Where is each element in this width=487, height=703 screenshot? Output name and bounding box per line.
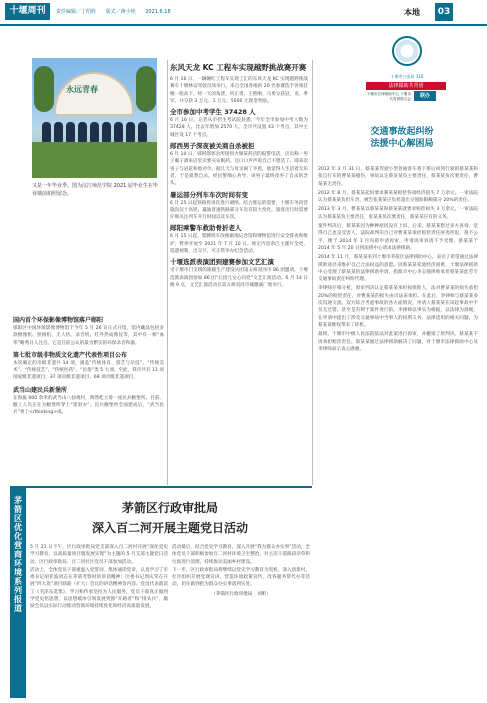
article-body: 最终，十堰市中级人民法院依法对此案进行再审，并撤销了原判决，蔡某某不再承担赔偿责任。蔡某某通过法律援助解决了问题，对十堰市法律援助中心及李律师表示衷心感谢。	[318, 332, 478, 352]
column-divider	[312, 60, 313, 485]
headline-line-1: 交通事故起纠纷	[370, 127, 434, 137]
middle-column	[170, 62, 308, 289]
graduation-photo	[32, 58, 157, 178]
lower-headline-1: 茅箭区行政审批局	[121, 501, 218, 515]
article-body: 李律师仔细分析，原审判决认定蔡某某承担按保险人，法对曹某某的损失承担 20%的赔偿责任，对曹某某的损失由司法来承担。在此后，李律师与蔡某某多次沟通交流。双方综合考虑事故的各方面情况，申请人蔡某某在该起事故中不仅无过错，甚至是有利于案件进行的。李律师以事实为根据，以法律为准绳，在申请中提出了涉及交通事故中当事人的权利义务、法律适用的相关问题，为蔡某某维权带来了转机。	[318, 286, 478, 328]
article-body: 6 月 15 日起，鄂腾铁车改根据地记念馆和博物馆进行安全排查和维护，暂停开放至 2021 年 7 月 10 日。规定内容余巴主题片全更，巡逻视频，出交开，可正常举办纪念活动。	[170, 234, 308, 255]
header-meta	[56, 8, 179, 15]
article-body: 2014 年 11 月，蔡某某来到十堰市茅箭区法律援助中心，表达了希望通过法律援助途径来维护自己合法权益的意愿。因蔡某某家庭经济困难，十堰法律援助中心受理了蔡某某的法律援助申请，指派市中心李志强律师承担蔡某某此劳专交通事故责任纠纷代理。	[318, 255, 478, 283]
article-body: 下一步，区行政审批局将继续以党史学习教育为契机，深入创新村、社区组织开展党课宣讲，营造环境政策宣传，改各服务帮代办等活动，切实做到把为群众办实事落到实处。	[172, 567, 310, 588]
masthead-badge: 十堰周刊	[5, 3, 50, 20]
article-heading: 郧西男子深夜被关商自杀被拒	[170, 142, 255, 151]
article-body: 本次确定的市级非遗共 14 项，涵盖“传统体育、游艺与杂技”、“传统美术”、“传统技艺”、“传统医药”、“民俗”类 5 大项。至此，我市共有 11 项国家级非遗项目、37 项省级非遗项目、68 项市级非遗项目。	[13, 360, 164, 381]
article-body: 活动最后，结合党史学习教育，深入开展“我为群众办实事”活动，全体党员干部积极参加百二河村环境卫生整治，对主次干道路段杂草和垃圾进行清理，持续推动美丽乡村建设。	[172, 545, 310, 565]
designer-credit: 版式／蒋小艳	[105, 9, 136, 15]
article-body: 2013 年 3 月，曹某某以蔡某某和蔡某某就要求赔偿损失 3 万余元，一审法院认为蔡某某负主要责任，张某某负次要责任，蔡某某应有的义务。	[318, 207, 478, 220]
students-group	[38, 118, 150, 142]
article-heading: 暑运部分列车车次时间有变	[170, 190, 248, 199]
article-heading: 十堰选派表演团到建赛参加文艺汇演	[170, 258, 274, 267]
joint-label: 联办	[414, 91, 436, 101]
series-label: 茅箭区优化营商环境系列报道	[14, 496, 22, 613]
section-divider	[10, 486, 312, 488]
wall-lettering: 永远青春	[66, 85, 98, 94]
article-heading: 郧阳乘警车救助骨折老人	[170, 224, 242, 233]
right-column	[318, 166, 478, 355]
article-heading: 全市参加中考学生 37428 人	[170, 108, 256, 117]
lower-column-left	[30, 544, 168, 612]
lawn	[32, 142, 157, 178]
photo-caption: 又是一年毕业季。图为汉江师范学院 2021 届毕业生在毕业墙前拍照留念。	[32, 183, 158, 197]
article-body: 案件判决后，蔡某某因为种种原因没有上诉。后来，蔡某某想过多方查询，觉得自己也是受害人，法院却判决自己对曹某某承担赔偿责任匪夷所思，很不公平，便于 2014 年 1 月向郧申请再审，申请再审诉请不予受理，蔡某某于 2014 年 5 月 20 日到法援中心请求法律援助。	[318, 224, 478, 251]
logo-caption: 十堰市公安局 110	[390, 74, 424, 79]
issue-date: 2021.6.18	[145, 9, 171, 15]
article-heading: 第七批市级非物质文化遗产代表性项目公布	[13, 351, 128, 359]
article-body: 在海拔 900 余米的武当山八仙观村，舆然屹立着一座民兵敝堡所。目前，敝工人员正在为敝堡所穿上“迷彩衣”。民兵敝堡所全面建成后，“武当民兵”将上</thinking>岗。	[13, 395, 164, 416]
article-body: 5 月 21 日下午，区行政审批局党支部深入百二河村开展“深化党史学习教育，以高质量项目服发展实现”为主题的 5 月支部主题党日活动。区行政审批局、百二河社区党员干部参加活动。	[30, 545, 168, 565]
page-number: 03	[435, 3, 453, 21]
article-heading: 国内首个环保影像博物馆落户郧阳	[13, 317, 104, 324]
page-header	[0, 0, 487, 26]
section-name: 本地	[404, 8, 420, 17]
logo-subtext: 十堰市法律援助中心 十堰市共青团联合会	[366, 92, 411, 101]
tree-shape	[136, 66, 156, 112]
article-body: 6 月 16 日，记者从市招生考试院获悉，今年全市参加中考人数为 37428 人，比去年增加 2570 人，全市共设置 43 个考点，其中主城区设 17 个考点。	[170, 118, 308, 138]
article-body: 郧阳区中国环保影像博物馆于今年 5 月 26 日正式开馆，馆内藏品包括多款摄像机、照相机、无人机、录音机、红外热成像仪等，其中有一相“血筚”略秀日人注目。它是目前公认的最为繁实的环保录音和器。	[13, 326, 164, 346]
article-body: 受干堰市门支援的郧猫生产建设兵团第五师双河市 86 团邀请，十堰选派表演团参加 86 团“后团儿女心向党”文艺汇演活动。6 月 14 日晚 9 点，文艺汇演活动在第五师双河市城激滴厂地举行。	[170, 268, 308, 288]
article-body: 2012 年 8 月，蔡某某起诉要求赛某某赔偿各项经济损失 7 万余元。一审法院认为蔡某某负担车责、被告张某某应负担超出交强险限额部分 20%的责任。	[318, 190, 478, 204]
lower-column-right	[172, 544, 310, 597]
article-body: 6 月 10 日，郧阿郧郭岔所接到火爆某药店的报警电话，店员称一男子暍子酒来店里卖要买安眠药。还口口声声说自己不想活了。郧来次男子与岩花和他劝令。据几天与母亲闹了矛盾，他觉得人生活着无乐者，于是就想自杀。经民警细心劝导，该男子最终改弃了自杀的念头。	[170, 152, 308, 187]
editor-credit: 责任编辑／丁绍胜	[56, 9, 97, 15]
article-byline: （茅箭区行政审批局 刘昕）	[211, 591, 271, 597]
logo-banner: 法律援助共青团	[366, 82, 446, 90]
lower-headline-2: 深入百二河开展主题党日活动	[91, 521, 248, 535]
right-headline	[326, 126, 478, 150]
article-body: 2012 年 3 月 31 日，蔡某某驾驶小型普通客车将下班后回到行驶的蔡某某和张自行车的曹某某撞伤，事故认定蔡某某负主要责任，蔡某某负次要责任，曹某某无责任。	[318, 167, 478, 187]
article-body: 6 月 16 日，一辆辆红工程车实现了汇的东风天龙 KC 实现越野挑战赛车十堰林安驾驶员场举行。来自全国各地的 20 名参赛选手各领挂她一般高下。经一天的角逐，何正勇、王艳刚、马勇分获冠、亚、季军，并分获 3 万元、1 万元、5000 元现金奖励。	[170, 77, 308, 104]
article-body: 6 月 25 日起铁路将再次进行调图。结合暑运的需要，十堰车务段营施沟汉十高铁、襄渝普速铁路部分车次有较大变化，旅客出行时需要仔细关注列车开行时间以及车次。	[170, 200, 308, 221]
article-body: 活动上，全体党员干部重温入党誓词，集体诵读党章，认真学习了市委书记胡亚波同志在茅箭考察时的讲话精神；区委书记周庆荣在开展“四大攻”项目联联（扩大）会议的讲话精神等内容。党员代表就读了《毛泽东选集》，学习和传承坚持为人民服务，党员干部真正做到学党史悟思想，以思想破冰引领发展突围“开路者”和“排头兵”，激励全员以实际行动推动营商环境持续优化和经济高质量发展。	[30, 567, 168, 610]
left-column	[13, 312, 164, 417]
tree-shape	[34, 66, 54, 112]
legal-aid-logo-icon	[392, 36, 422, 66]
headline-line-2: 法援中心解困局	[370, 139, 434, 149]
article-heading: 武当山建民兵新堡所	[13, 386, 68, 394]
article-headline: 东风天龙 KC 工程车实现越野挑战赛开赛	[170, 63, 307, 72]
column-divider	[167, 60, 168, 485]
